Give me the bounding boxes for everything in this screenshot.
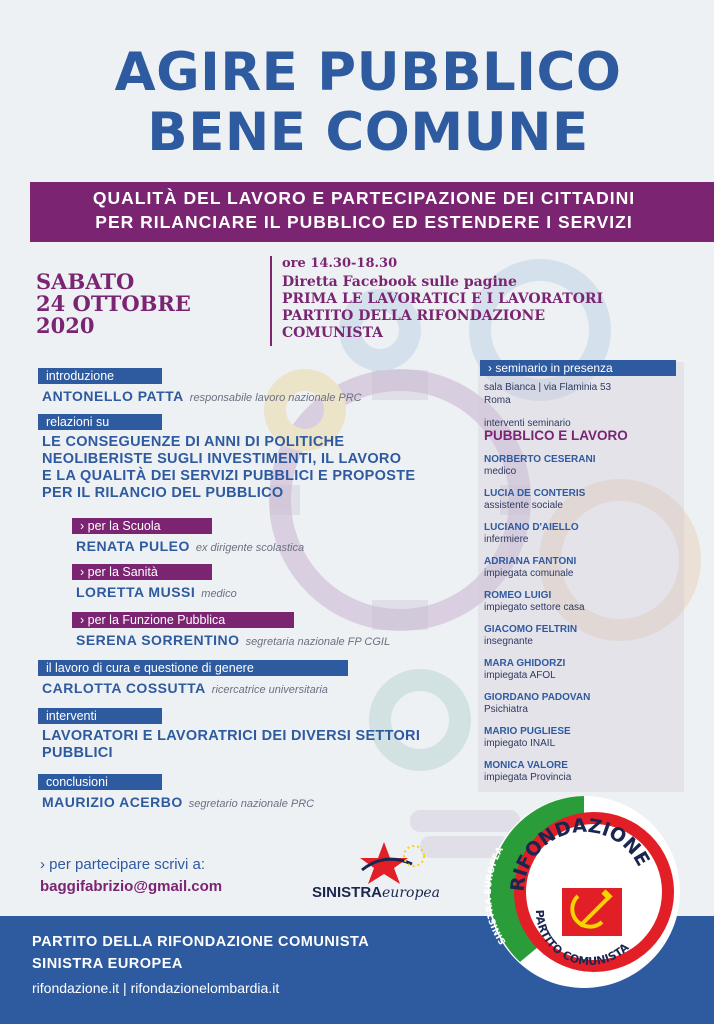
- scuola-role: ex dirigente scolastica: [195, 542, 305, 554]
- title-line-2: BENE COMUNE: [147, 102, 589, 163]
- seminar-speaker-role: insegnante: [484, 636, 533, 647]
- scuola-tag: › per la Scuola: [72, 518, 212, 534]
- intro-speaker: [42, 388, 362, 404]
- interventi-line-2: PUBBLICI: [42, 745, 113, 761]
- facebook-line-4: COMUNISTA: [282, 325, 384, 341]
- star-icon: [360, 842, 412, 884]
- facebook-line-1: Diretta Facebook sulle pagine: [282, 274, 517, 290]
- seminar-speaker-role: impiegato settore casa: [484, 602, 585, 613]
- conclusioni-tag: conclusioni: [38, 774, 162, 790]
- intro-role: responsabile lavoro nazionale PRC: [189, 392, 362, 404]
- subtitle-line-1: QUALITÀ DEL LAVORO E PARTECIPAZIONE DEI CITTADINI: [92, 188, 636, 208]
- seminar-speaker-name: GIACOMO FELTRIN: [484, 624, 578, 635]
- sanita-tag: › per la Sanità: [72, 564, 212, 580]
- subtitle-line-2: PER RILANCIARE IL PUBBLICO ED ESTENDERE I SERVIZI: [95, 212, 633, 232]
- rifondazione-badge: [484, 792, 684, 992]
- fp-tag: › per la Funzione Pubblica: [72, 612, 294, 628]
- concl-name: MAURIZIO ACERBO: [42, 794, 183, 810]
- cura-role: ricercatrice universitaria: [211, 684, 328, 696]
- seminar-speaker-role: medico: [484, 466, 517, 477]
- cura-speaker: [42, 680, 328, 696]
- seminar-speaker-name: NORBERTO CESERANI: [484, 454, 596, 465]
- seminar-speaker-name: ADRIANA FANTONI: [484, 556, 577, 567]
- concl-role: segretario nazionale PRC: [188, 798, 315, 810]
- fp-name: SERENA SORRENTINO: [76, 632, 240, 648]
- seminar-label: interventi seminario: [484, 418, 571, 429]
- relazioni-line-1: LE CONSEGUENZE DI ANNI DI POLITICHE: [42, 434, 345, 450]
- seminar-speaker-role: impiegata comunale: [484, 568, 574, 579]
- title-line-1: AGIRE PUBBLICO: [114, 42, 622, 103]
- fp-role: segretaria nazionale FP CGIL: [245, 636, 391, 648]
- interventi-tag: interventi: [38, 708, 162, 724]
- footer-line-2: SINISTRA EUROPEA: [32, 956, 183, 972]
- date-date: 24 OTTOBRE: [36, 291, 191, 316]
- seminar-title: PUBBLICO E LAVORO: [484, 428, 628, 443]
- seminar-place-2: Roma: [484, 395, 511, 406]
- seminar-speaker-name: LUCIANO D'AIELLO: [484, 522, 579, 533]
- seminar-tag: › seminario in presenza: [480, 360, 676, 376]
- scuola-speaker: [76, 538, 304, 554]
- seminar-speaker-name: GIORDANO PADOVAN: [484, 692, 591, 703]
- sanita-role: medico: [201, 588, 237, 600]
- fp-speaker: [76, 632, 390, 648]
- seminar-speaker-role: infermiere: [484, 534, 529, 545]
- seminar-speaker-name: MARIO PUGLIESE: [484, 726, 571, 737]
- relazioni-line-3: E LA QUALITÀ DEI SERVIZI PUBBLICI E PROPOSTE: [42, 468, 416, 484]
- seminar-speaker-role: Psichiatra: [484, 704, 528, 715]
- date-year: 2020: [36, 313, 95, 338]
- subtitle-band: [30, 182, 714, 242]
- seminar-speaker-name: MARA GHIDORZI: [484, 658, 566, 669]
- svg-text:PARTITO COMUNISTA: PARTITO COMUNISTA: [532, 909, 632, 969]
- relazioni-line-2: NEOLIBERISTE SUGLI INVESTIMENTI, IL LAVORO: [42, 451, 402, 467]
- scuola-name: RENATA PULEO: [76, 538, 190, 554]
- intro-name: ANTONELLO PATTA: [42, 388, 184, 404]
- event-time: ore 14.30-18.30: [282, 256, 398, 271]
- cura-tag: il lavoro di cura e questione di genere: [38, 660, 348, 676]
- sinistra-europea-text: SINISTRAeuropea: [312, 884, 441, 901]
- facebook-line-2: PRIMA LE LAVORATICI E I LAVORATORI: [282, 291, 604, 307]
- relazioni-line-4: PER IL RILANCIO DEL PUBBLICO: [42, 485, 284, 501]
- relazioni-tag: relazioni su: [38, 414, 162, 430]
- facebook-line-3: PARTITO DELLA RIFONDAZIONE: [282, 308, 545, 324]
- footer-links[interactable]: rifondazione.it | rifondazionelombardia.it: [32, 980, 280, 996]
- seminar-speaker-name: LUCIA DE CONTERIS: [484, 488, 586, 499]
- seminar-speaker-role: impiegata AFOL: [484, 670, 556, 681]
- seminar-speaker-role: impiegato INAIL: [484, 738, 556, 749]
- footer-line-1: PARTITO DELLA RIFONDAZIONE COMUNISTA: [32, 934, 370, 950]
- sanita-speaker: [76, 584, 237, 600]
- svg-text:SINISTRA EUROPEA: SINISTRA EUROPEA: [484, 845, 509, 946]
- contact-label: › per partecipare scrivi a:: [40, 856, 206, 873]
- divider: [270, 256, 272, 346]
- seminar-place-1: sala Bianca | via Flaminia 53: [484, 382, 612, 393]
- date-day: SABATO: [36, 269, 135, 294]
- interventi-line-1: LAVORATORI E LAVORATRICI DEI DIVERSI SETTORI: [42, 728, 421, 744]
- seminar-speaker-name: MONICA VALORE: [484, 760, 568, 771]
- intro-tag: introduzione: [38, 368, 162, 384]
- cura-name: CARLOTTA COSSUTTA: [42, 680, 206, 696]
- seminar-speaker-role: assistente sociale: [484, 500, 563, 511]
- seminar-speaker-name: ROMEO LUIGI: [484, 590, 552, 601]
- conclusioni-speaker: [42, 794, 314, 810]
- sanita-name: LORETTA MUSSI: [76, 584, 196, 600]
- seminar-speaker-role: impiegata Provincia: [484, 772, 572, 783]
- svg-text:RIFONDAZIONE: RIFONDAZIONE: [506, 814, 654, 893]
- contact-email[interactable]: baggifabrizio@gmail.com: [40, 878, 223, 895]
